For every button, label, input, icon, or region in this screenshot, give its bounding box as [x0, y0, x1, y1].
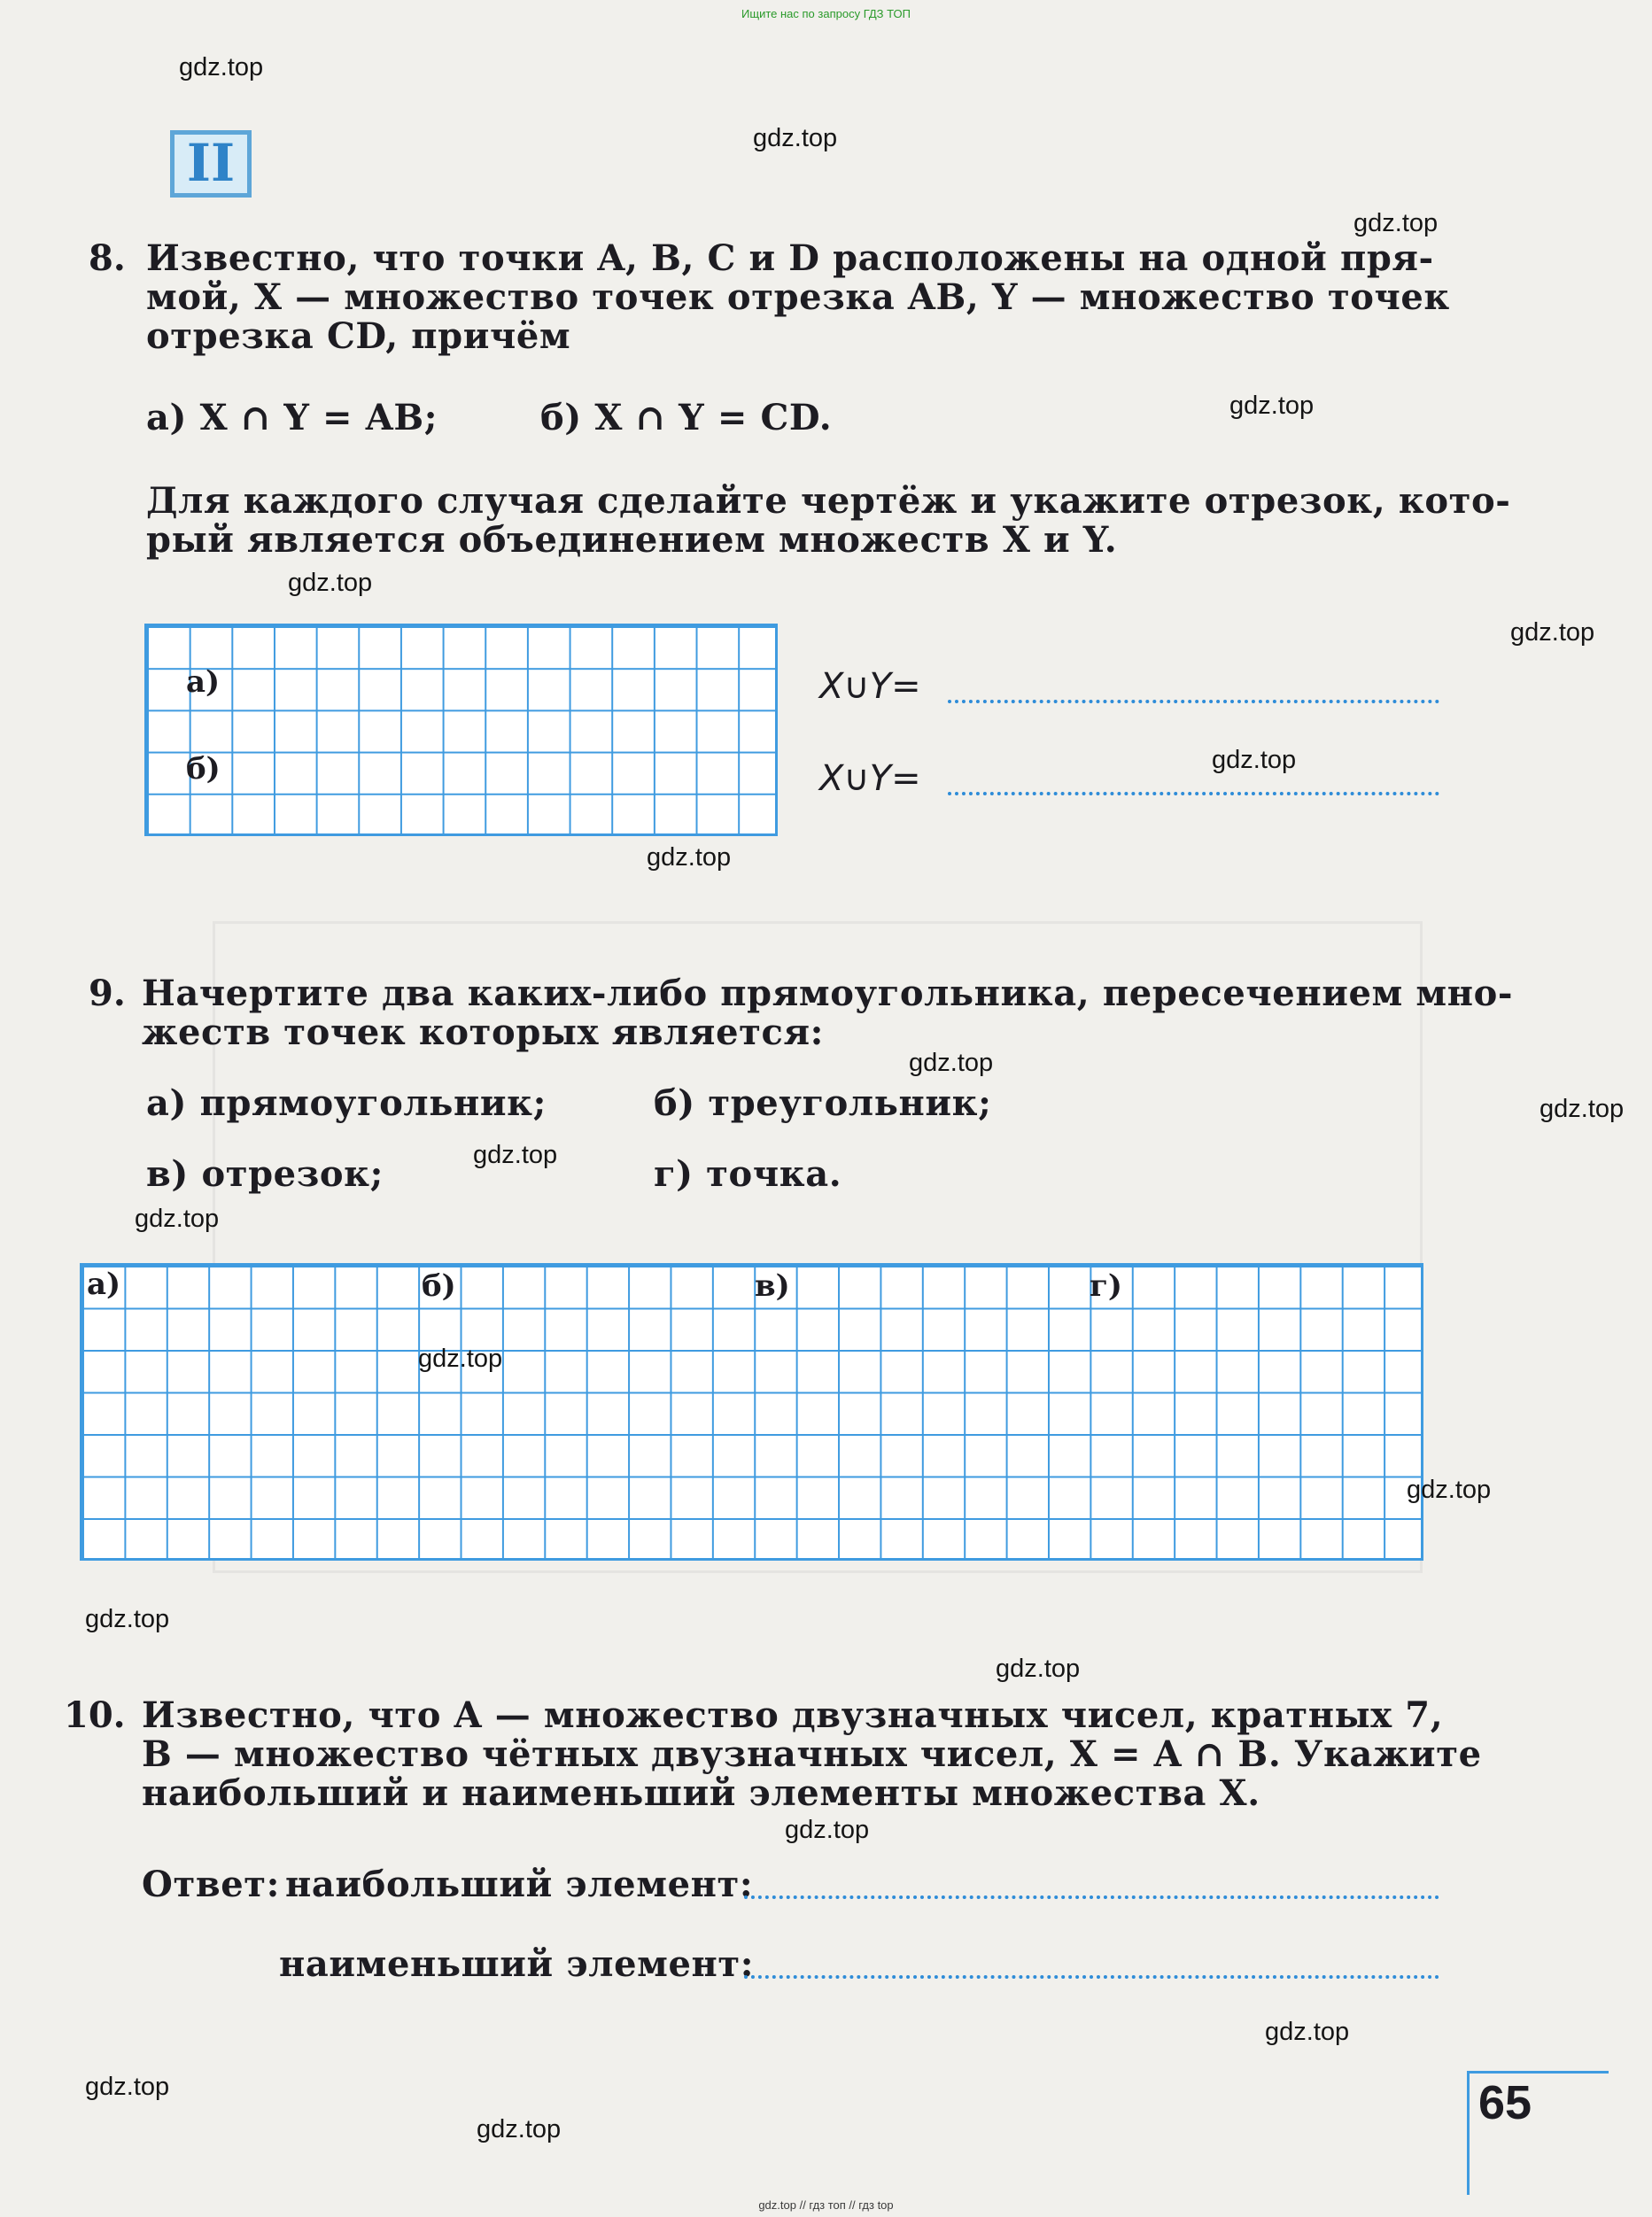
task-8-case-a: а) X ∩ Y = AB; — [146, 397, 438, 438]
watermark: gdz.top — [85, 2073, 170, 2101]
task-10-answer-min-label: наименьший элемент: — [279, 1943, 755, 1985]
task-8-line-3: отрезка CD, причём — [146, 315, 571, 357]
task-8-union-b-answer-line[interactable] — [948, 792, 1439, 795]
task-8-case-b: б) X ∩ Y = CD. — [540, 397, 833, 438]
task-9-number: 9. — [89, 973, 126, 1014]
task-9-grid-label-b: б) — [422, 1268, 456, 1304]
task-9-grid[interactable] — [80, 1263, 1423, 1561]
watermark: gdz.top — [1353, 209, 1439, 237]
watermark: gdz.top — [288, 569, 373, 597]
watermark: gdz.top — [909, 1049, 994, 1077]
task-9-option-a: а) прямоугольник; — [146, 1082, 547, 1124]
watermark: gdz.top — [785, 1816, 870, 1844]
task-8-union-a-answer-line[interactable] — [948, 700, 1439, 703]
watermark: gdz.top — [1510, 618, 1595, 647]
watermark: gdz.top — [647, 843, 732, 872]
task-8-union-a-label: X∪Y= — [819, 666, 921, 707]
task-10-number: 10. — [64, 1694, 126, 1736]
task-9-grid-label-g: г) — [1090, 1268, 1122, 1304]
watermark: gdz.top — [179, 53, 264, 81]
watermark: gdz.top — [473, 1141, 558, 1169]
watermark: gdz.top — [85, 1605, 170, 1633]
task-10-line-1: Известно, что A — множество двузначных чисел, кратных 7, — [142, 1694, 1444, 1736]
task-9-option-v: в) отрезок; — [146, 1153, 384, 1195]
bottom-banner: gdz.top // гдз топ // гдз top — [758, 2198, 894, 2212]
task-10-line-2: B — множество чётных двузначных чисел, X = A ∩ B. Укажите — [142, 1733, 1482, 1775]
task-8-line-5: рый является объединением множеств X и Y. — [146, 519, 1118, 561]
watermark: gdz.top — [477, 2115, 562, 2143]
task-10-answer-min-line[interactable] — [744, 1975, 1439, 1979]
section-badge: II — [170, 130, 252, 198]
watermark: gdz.top — [1265, 2018, 1350, 2046]
watermark: gdz.top — [418, 1345, 503, 1373]
task-8-line-4: Для каждого случая сделайте чертёж и укажите отрезок, кото- — [146, 480, 1511, 522]
page-number-box — [1467, 2071, 1609, 2195]
task-8-number: 8. — [89, 237, 126, 279]
task-10-answer-max-line[interactable] — [744, 1895, 1439, 1899]
task-9-option-g: г) точка. — [654, 1153, 842, 1195]
task-8-line-1: Известно, что точки A, B, C и D расположены на одной пря- — [146, 237, 1434, 279]
watermark: gdz.top — [1229, 391, 1315, 420]
task-8-union-b-label: X∪Y= — [819, 758, 921, 799]
task-8-line-2: мой, X — множество точек отрезка AB, Y — множество точек — [146, 276, 1450, 318]
top-banner: Ищите нас по запросу ГДЗ ТОП — [741, 7, 911, 20]
watermark: gdz.top — [753, 124, 838, 152]
watermark: gdz.top — [1407, 1476, 1492, 1504]
task-9-line-2: жеств точек которых является: — [142, 1012, 824, 1053]
task-9-grid-label-v: в) — [755, 1268, 790, 1304]
watermark: gdz.top — [1212, 746, 1297, 774]
task-8-grid-label-b: б) — [186, 751, 221, 787]
watermark: gdz.top — [135, 1205, 220, 1233]
task-9-option-b: б) треугольник; — [654, 1082, 992, 1124]
task-10-answer-max-label: наибольший элемент: — [285, 1864, 754, 1905]
watermark: gdz.top — [996, 1655, 1081, 1683]
task-8-grid-label-a: а) — [186, 664, 221, 700]
task-9-line-1: Начертите два каких-либо прямоугольника, пересечением мно- — [142, 973, 1514, 1014]
task-9-grid-label-a: а) — [87, 1267, 121, 1302]
page-number: 65 — [1478, 2076, 1532, 2129]
task-8-grid[interactable] — [144, 624, 778, 836]
watermark: gdz.top — [1540, 1095, 1625, 1123]
task-10-answer-prefix: Ответ: — [142, 1864, 281, 1905]
task-10-line-3: наибольший и наименьший элементы множества X. — [142, 1772, 1260, 1814]
